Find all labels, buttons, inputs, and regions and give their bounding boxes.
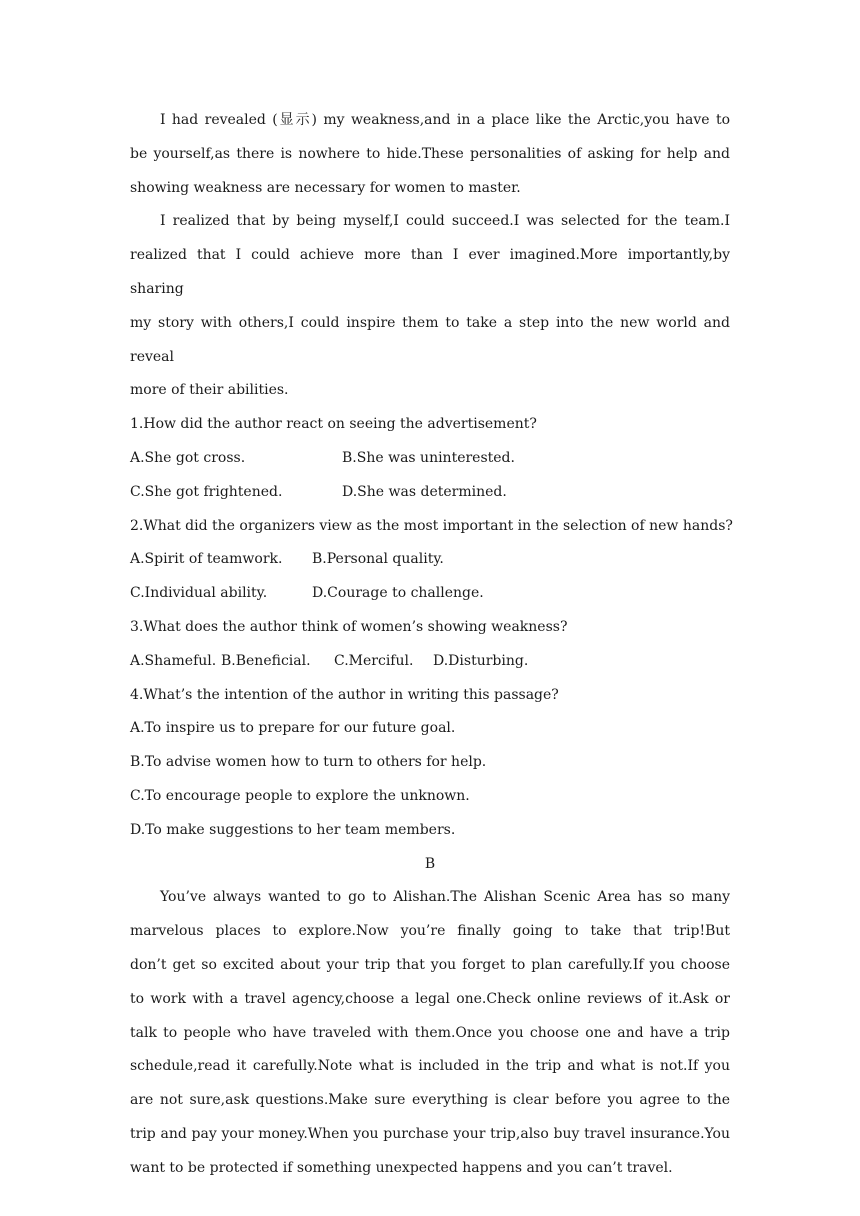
- option-a: A.Spirit of teamwork.: [130, 551, 283, 568]
- text-line: trip and pay your money.When you purchase your trip,also buy travel insurance.You: [130, 1125, 730, 1142]
- question-4: [130, 679, 730, 848]
- text-line: to work with a travel agency,choose a legal one.Check online reviews of it.Ask or: [130, 990, 730, 1007]
- option-c: C.Individual ability.: [130, 585, 268, 602]
- question-2: [130, 510, 733, 611]
- option-d: D.Courage to challenge.: [312, 585, 484, 602]
- option-c: C.Merciful.: [334, 652, 414, 669]
- text-line: marvelous places to explore.Now you’re finally going to take that trip!But: [130, 923, 730, 940]
- text-line: schedule,read it carefully.Note what is included in the trip and what is not.If you: [130, 1058, 730, 1075]
- question-stem: 3.What does the author think of women’s showing weakness?: [130, 618, 568, 635]
- option-b: B.Beneficial.: [221, 652, 311, 669]
- option-a: A.Shameful.: [130, 652, 217, 669]
- option-d: D.To make suggestions to her team members.: [130, 821, 456, 838]
- passage-a-paragraph-2: [130, 205, 730, 408]
- text-line: talk to people who have traveled with them.Once you choose one and have a trip: [130, 1024, 730, 1041]
- text-line: I realized that by being myself,I could succeed.I was selected for the team.I: [160, 213, 730, 230]
- option-b: B.She was uninterested.: [342, 449, 515, 466]
- option-b: B.Personal quality.: [312, 551, 444, 568]
- option-row: [130, 577, 730, 611]
- section-heading: B: [424, 855, 436, 872]
- question-1: [130, 408, 730, 509]
- question-stem: 2.What did the organizers view as the most important in the selection of new hands?: [130, 517, 733, 534]
- question-3: [130, 611, 730, 679]
- passage-a-paragraph-1: [130, 104, 730, 205]
- text-line: my story with others,I could inspire them to take a step into the new world and reveal: [130, 314, 730, 365]
- text-line: don’t get so excited about your trip that you forget to plan carefully.If you choose: [130, 956, 730, 973]
- option-a: A.To inspire us to prepare for our future goal.: [130, 720, 456, 737]
- question-stem: 4.What’s the intention of the author in writing this passage?: [130, 686, 559, 703]
- text-line: showing weakness are necessary for women to master.: [130, 179, 521, 196]
- text-line: I had revealed (显示) my weakness,and in a place like the Arctic,you have to: [160, 112, 730, 128]
- option-row: [130, 476, 730, 510]
- question-stem: 1.How did the author react on seeing the advertisement?: [130, 416, 537, 433]
- option-d: D.Disturbing.: [433, 652, 529, 669]
- text-line: more of their abilities.: [130, 382, 289, 399]
- text-line: realized that I could achieve more than I ever imagined.More importantly,by sharing: [130, 247, 730, 297]
- document-page: [130, 104, 733, 1186]
- option-row: [130, 645, 730, 679]
- option-b: B.To advise women how to turn to others for help.: [130, 754, 487, 771]
- text-line: be yourself,as there is nowhere to hide.These personalities of asking for help and: [130, 145, 730, 162]
- text-line: are not sure,ask questions.Make sure everything is clear before you agree to the: [130, 1092, 730, 1109]
- passage-b-paragraph-1: [130, 881, 730, 1185]
- text-line: You’ve always wanted to go to Alishan.The Alishan Scenic Area has so many: [160, 889, 730, 906]
- text-line: want to be protected if something unexpected happens and you can’t travel.: [130, 1159, 673, 1176]
- option-d: D.She was determined.: [342, 483, 507, 500]
- option-row: [130, 543, 730, 577]
- option-row: [130, 442, 730, 476]
- option-c: C.She got frightened.: [130, 483, 283, 500]
- option-c: C.To encourage people to explore the unknown.: [130, 787, 470, 804]
- option-a: A.She got cross.: [130, 449, 246, 466]
